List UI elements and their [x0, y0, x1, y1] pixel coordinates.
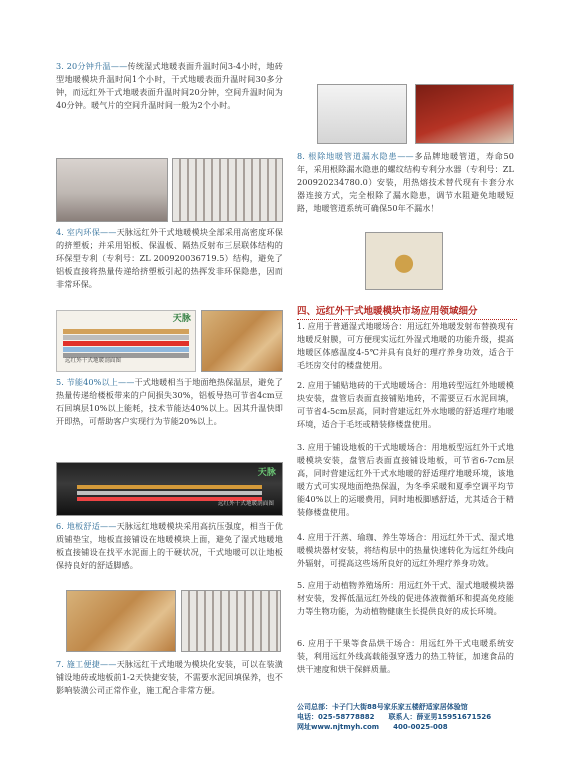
paragraph-eco	[56, 226, 283, 291]
photo-manifold	[365, 232, 443, 290]
list-item: 1. 应用于普通湿式地暖场合：用远红外地暖发射布替换现有地暖反射膜，可方便现实远红外湿式地暖的功能升级，提高地暖区体感温度4-5℃并具有良好的理疗养身功效，适合于毛坯房交付的楼盘使用。	[297, 321, 514, 370]
paragraph-body: 天脉远红干式地暖为模块化安装，可以在装潢铺设地砖或地板前1-2天快捷安装，不需要水泥回填保养，也不影响装潢公司正常作业，施工配合非常方便。	[56, 659, 283, 695]
footer-phone: 电话：025-58778882 联系人：薛亚男15951671526	[297, 713, 492, 721]
diagram-caption: 远红外干式地暖剖面图	[217, 501, 274, 507]
paragraph-lead: 5. 节能40%以上——	[56, 377, 135, 387]
paragraph-lead: 6. 地板舒适——	[56, 521, 117, 531]
paragraph-install	[56, 658, 283, 697]
paragraph-body: 天脉远红外干式地暖模块全部采用高密度环保的挤塑板；并采用铝板、保温板、隔热反射布三层联体结构的环保型专利（专利号：ZL 200920036719.5）结构，避免了铝板直接将热量传递给挤塑板引起的热挥发非环保隐患，因而非常环保。	[56, 227, 283, 289]
photo-module-pipes	[181, 590, 281, 652]
photo-board-panel	[317, 84, 407, 144]
list-item: 6. 应用于干果等食品烘干场合：用远红外干式电暖系统安装，利用远红外线高载能强穿透力的热工特征，加速食品的烘干速度和烘干保鲜质量。	[297, 638, 514, 674]
layer-aluminum	[63, 335, 189, 340]
company-footer	[297, 702, 527, 732]
paragraph-body: 天脉远红地暖模块采用高抗压强度，相当于优质铺垫宝，地板直接铺设在地暖模块上面，避免了湿式地暖地板直接铺设在找平水泥面上的干硬状况，干式地暖可以让地板保持良好的舒适脚感。	[56, 521, 283, 570]
list-item: 5. 应用于动植物养殖场所：用远红外干式、湿式地暖模块器材安装，发挥低温远红外线的促进体液微循环和提高免疫能力等生物功能，为动植物健康生长提供良好的成长环境。	[297, 580, 514, 616]
paragraph-lead: 8. 根除地暖管道漏水隐患——	[297, 151, 414, 161]
cross-section-diagram	[56, 310, 196, 372]
list-item: 3. 应用于铺设地板的干式地暖场合：用地板型远红外干式地暖模块安装，盘管后表面直接铺设地板，可节省6-7cm层高，同时营建远红外干式水地暖的舒适理疗地暖环境，该地暖方式可实现地面绝热保温，为冬季采暖和夏季空调平均节能40%以上的运暖费用，同时地板脚感舒适，尤其适合于精装修楼盘使用。	[297, 442, 514, 517]
photo-wood-sample	[201, 310, 283, 372]
photo-heating-pipes	[172, 158, 283, 222]
layer-floor	[63, 329, 189, 334]
photo-installed-floor	[56, 158, 168, 222]
section-title: 四、远红外干式地暖模块市场应用领域细分	[297, 303, 517, 320]
diagram-caption: 远红外干式地暖剖面图	[65, 358, 122, 364]
paragraph-comfort	[56, 520, 283, 572]
paragraph-body: 多品牌地暖管道，寿命50年，采用根除漏水隐患的螺纹结构专利分水器（专利号：ZL 200920234780.0）安装，用热熔技术替代现有卡套分水器连接方式，完全根除了漏水隐患，调节水阻避免地暖短路，地暖管道系统可确保50年不漏水！	[297, 151, 515, 213]
footer-website: 网址www.njtmyh.com 400-0025-008	[297, 723, 448, 731]
paragraph-lead: 7. 施工便捷——	[56, 659, 117, 669]
footer-address: 公司总部：卡子门大街88号家乐家五楼舒适家居体验馆	[297, 703, 468, 711]
paragraph-body: 干式地暖相当于地面绝热保温层，避免了热量传递给楼板带来的户间损失30%，铝板导热可节省4cm豆石回填层10%以上能耗，技术节能达40%以上。因其升温快即开即热，可帮助客户实现行为节能20%以上。	[56, 377, 283, 426]
brand-logo: 天脉	[257, 468, 276, 478]
photo-red-floor	[415, 84, 514, 144]
paragraph-leak	[297, 150, 514, 215]
photo-wood-floor	[66, 590, 176, 652]
layer-insulation	[63, 347, 189, 352]
paragraph-body: 传统湿式地暖表面升温时间3-4小时，地砖型地暖模块升温时间1个小时，干式地暖表面升温时间30多分钟，而远红外干式地暖表面升温时间20分钟，空间升温时间为40分钟。暖气片的空间升温时间一般为2个小时。	[56, 61, 283, 110]
paragraph-warmup	[56, 60, 283, 112]
layer-pipe	[63, 341, 189, 346]
brand-logo: 天脉	[172, 314, 191, 324]
photo-cross-section-dark	[56, 462, 283, 516]
paragraph-lead: 4. 室内环保——	[56, 227, 117, 237]
paragraph-lead: 3. 20分钟升温——	[56, 61, 128, 71]
list-item: 4. 应用于汗蒸、瑜珈、养生等场合：用远红外干式、湿式地暖模块器材安装，将结构层中的热量快速转化为远红外线向外辐射，可提高这些场所良好的远红外理疗养身功效。	[297, 532, 514, 568]
paragraph-energy	[56, 376, 283, 428]
list-item: 2. 应用于铺贴地砖的干式地暖场合：用地砖型远红外地暖模块安装，盘管后表面直接铺贴地砖，不需要豆石水泥回填，可节省4-5cm层高，同时营建远红外水地暖的舒适理疗地暖环境，适合于毛坯或精装修楼盘使用。	[297, 380, 514, 429]
